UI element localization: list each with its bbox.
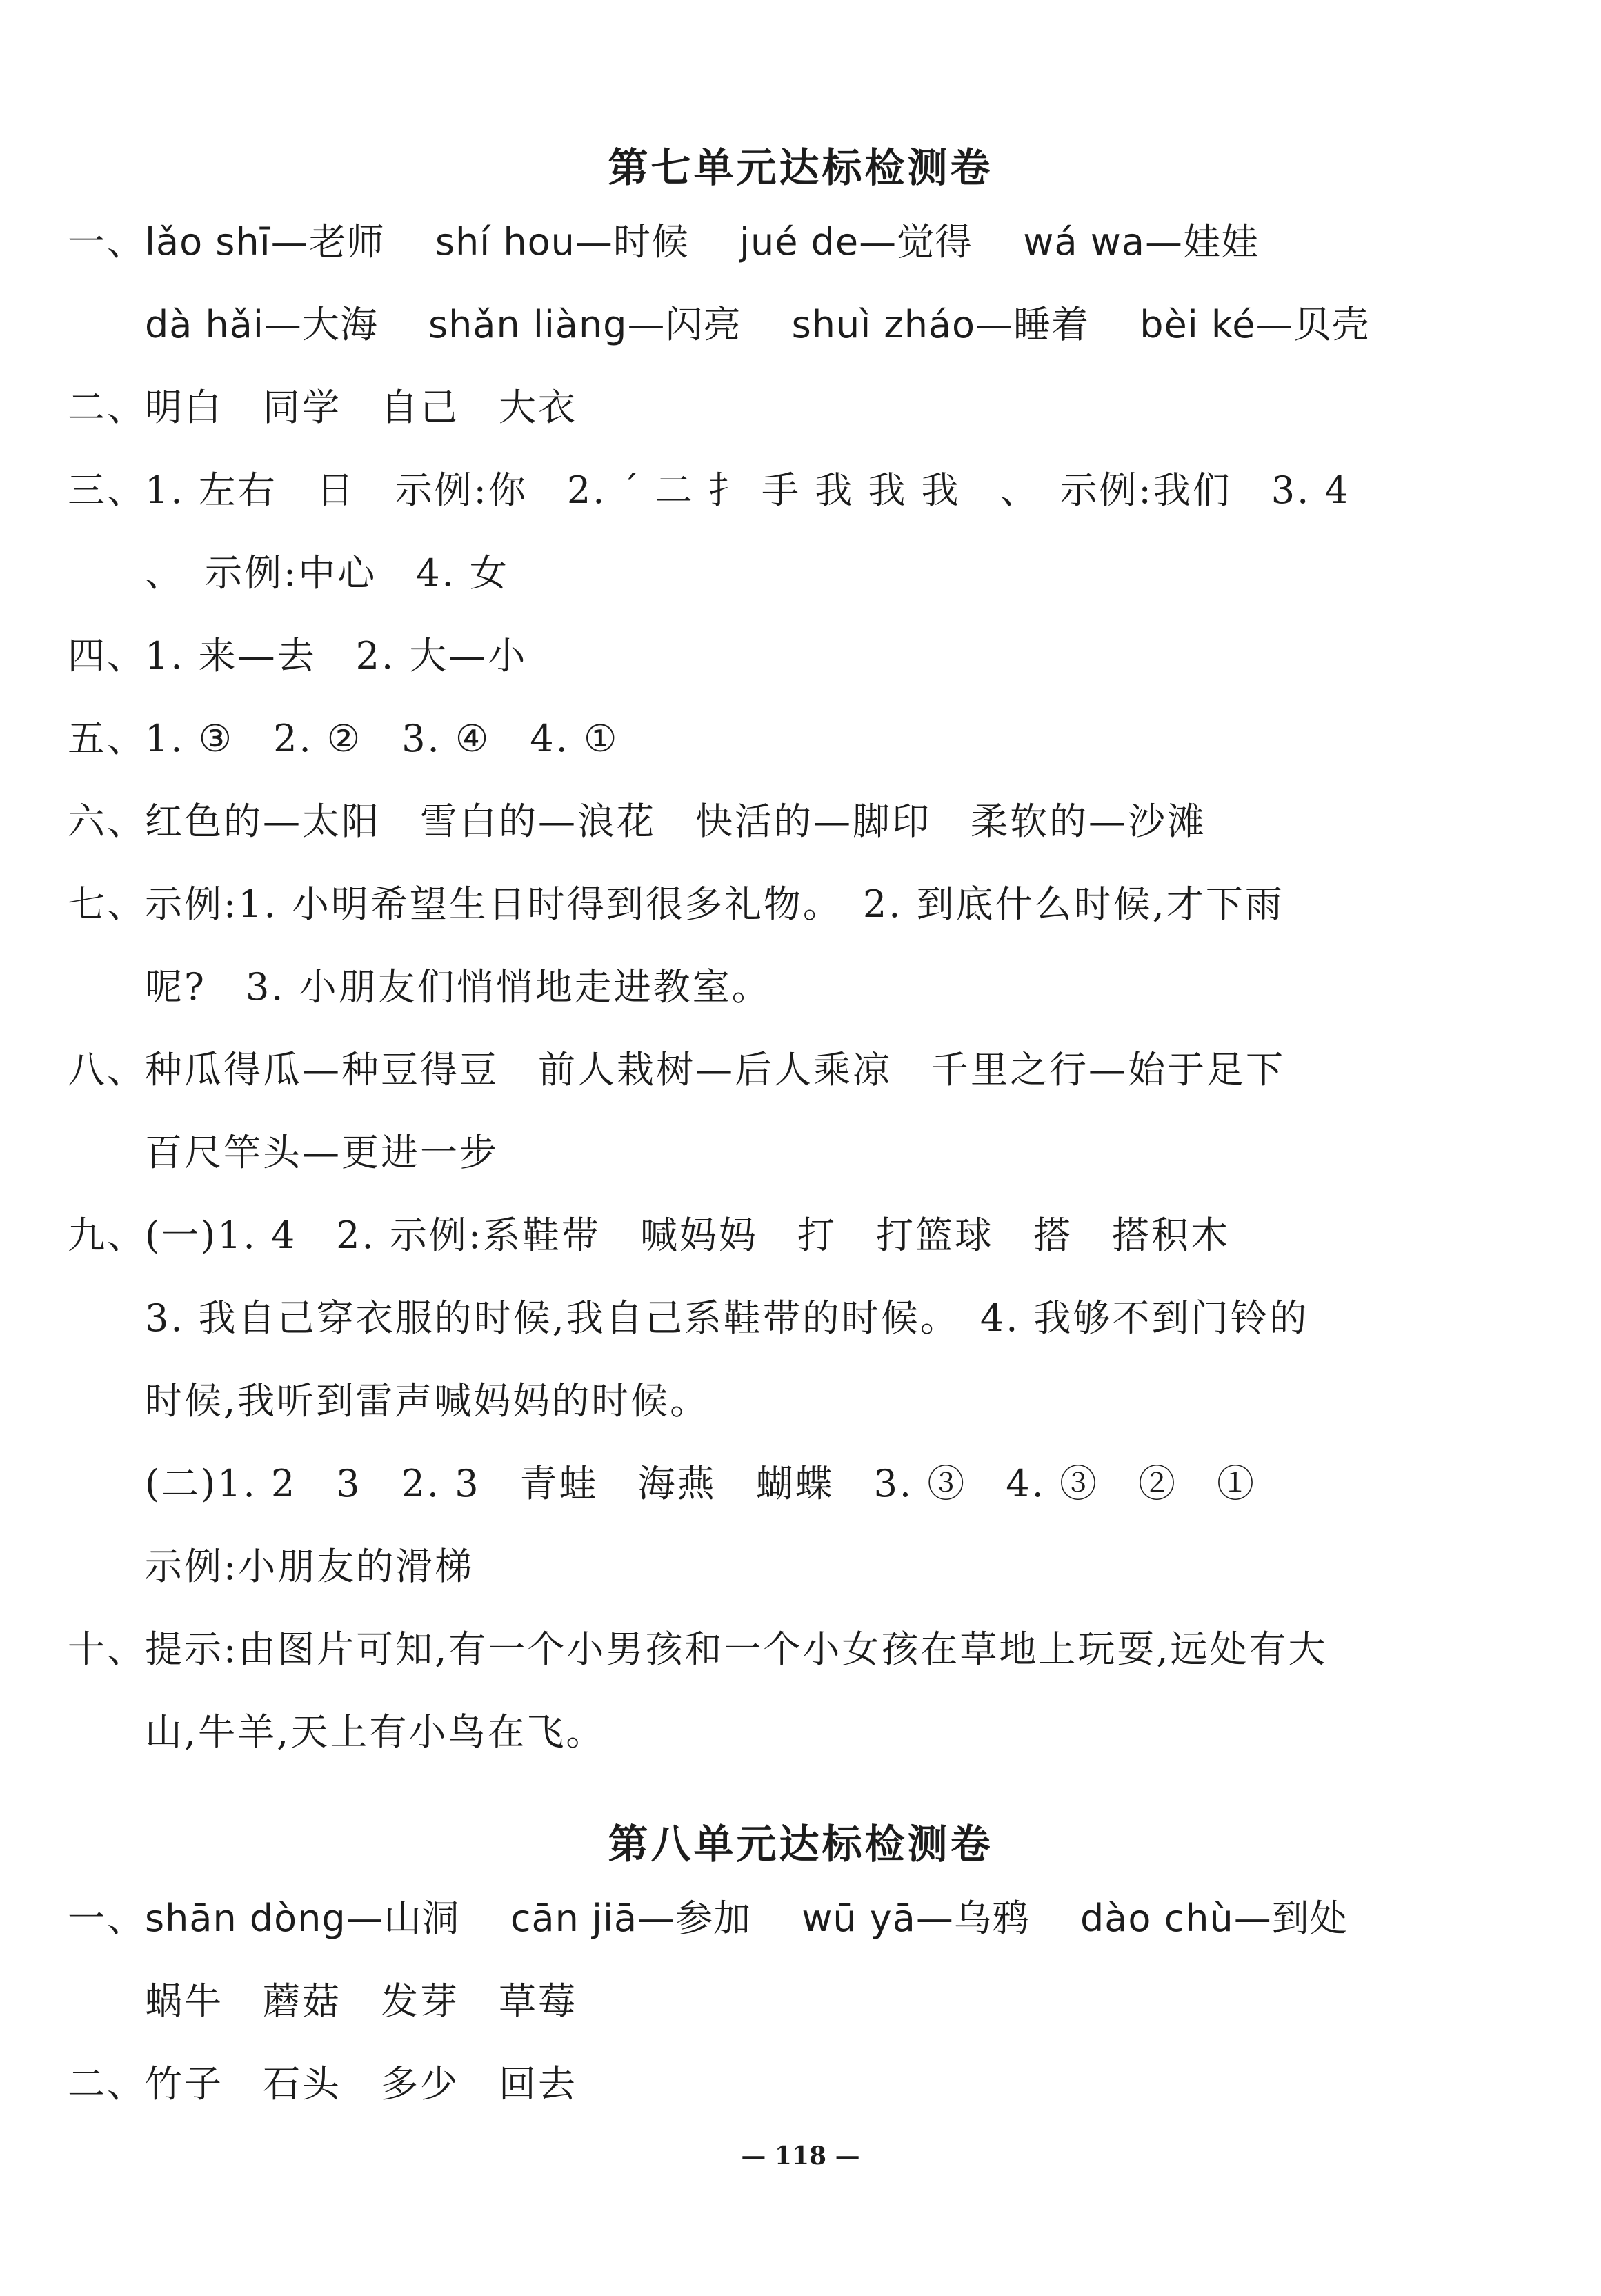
unit7-q3-row2: 、 示例:中心 4. 女 [145,551,509,595]
unit7-q2-answer: 明白 同学 自己 大衣 [145,386,577,429]
unit7-q9-row5: 示例:小朋友的滑梯 [145,1545,475,1588]
unit7-q4-number: 四、 [68,634,146,677]
unit7-q9-row1: (一)1. 4 2. 示例:系鞋带 喊妈妈 打 打篮球 搭 搭积木 [145,1214,1231,1257]
unit7-q9-row3: 时候,我听到雷声喊妈妈的时候。 [145,1379,710,1423]
page-number: — 118 — [741,2141,860,2170]
unit7-q10-row2: 山,牛羊,天上有小鸟在飞。 [145,1710,606,1754]
unit7-q6-number: 六、 [68,800,146,843]
unit7-q7-row2: 呢? 3. 小朋友们悄悄地走进教室。 [145,965,771,1009]
unit8-q1-row2: 蜗牛 蘑菇 发芽 草莓 [145,1979,577,2023]
unit7-q9-row4: (二)1. 2 3 2. 3 青蛙 海燕 蝴蝶 3. ③ 4. ③ ② ① [145,1462,1256,1505]
unit7-q2-number: 二、 [68,386,146,429]
unit8-q2-answer: 竹子 石头 多少 回去 [145,2062,577,2106]
unit7-q1-row2: dà hǎi—大海 shǎn liàng—闪亮 shuì zháo—睡着 bèi ké—贝壳 [145,303,1370,346]
unit7-q3-row1: 1. 左右 日 示例:你 2. ˊ 二 扌 手 我 我 我 、 示例:我们 3. 4 [145,468,1351,512]
unit7-q5-answer: 1. ③ 2. ② 3. ④ 4. ① [145,717,619,760]
unit7-q10-number: 十、 [68,1627,146,1671]
unit7-q4-answer: 1. 来—去 2. 大—小 [145,634,528,677]
unit7-q8-number: 八、 [68,1048,146,1091]
unit8-title: 第八单元达标检测卷 [608,1821,993,1868]
unit7-title: 第七单元达标检测卷 [608,144,993,191]
unit7-q5-number: 五、 [68,717,146,760]
unit7-q1-number: 一、 [68,220,146,264]
unit8-q1-number: 一、 [68,1897,146,1940]
unit8-q1-row1: shān dòng—山洞 cān jiā—参加 wū yā—乌鸦 dào chù—到处 [145,1897,1348,1940]
unit7-q6-answer: 红色的—太阳 雪白的—浪花 快活的—脚印 柔软的—沙滩 [145,800,1206,843]
unit7-q7-row1: 示例:1. 小明希望生日时得到很多礼物。 2. 到底什么时候,才下雨 [145,882,1284,926]
unit7-q8-row2: 百尺竿头—更进一步 [145,1131,499,1174]
unit7-q7-number: 七、 [68,882,146,926]
unit7-q10-row1: 提示:由图片可知,有一个小男孩和一个小女孩在草地上玩耍,远处有大 [145,1627,1328,1671]
unit7-q1-row1: lǎo shī—老师 shí hou—时候 jué de—觉得 wá wa—娃娃 [145,220,1259,264]
unit7-q3-number: 三、 [68,468,146,512]
unit7-q9-row2: 3. 我自己穿衣服的时候,我自己系鞋带的时候。 4. 我够不到门铃的 [145,1296,1309,1340]
unit7-q9-number: 九、 [68,1214,146,1257]
unit8-q2-number: 二、 [68,2062,146,2106]
unit7-q8-row1: 种瓜得瓜—种豆得豆 前人栽树—后人乘凉 千里之行—始于足下 [145,1048,1285,1091]
